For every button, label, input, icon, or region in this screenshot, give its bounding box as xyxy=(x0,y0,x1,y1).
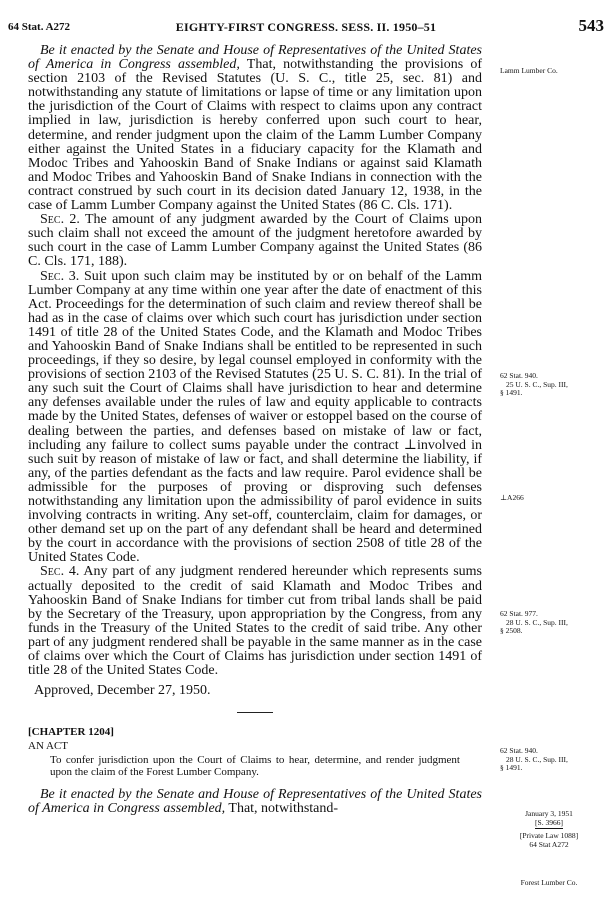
stat-reference: 64 Stat A272 xyxy=(529,839,569,849)
page-break-marker: ⊥ xyxy=(403,437,417,453)
approval-date: Approved, December 27, 1950. xyxy=(34,683,211,699)
enacting-clause xyxy=(28,44,482,213)
citation-1-line-3: § 1491. xyxy=(500,388,523,397)
bill-date: January 3, 1951 xyxy=(525,809,573,818)
citation-3-line-3: § 1491. xyxy=(500,763,523,772)
enacting-clause-2 xyxy=(28,788,482,816)
margin-note-citation-3 xyxy=(500,747,604,773)
citation-2-line-3: § 2508. xyxy=(500,626,523,635)
citation-1-line-1: 62 Stat. 940. xyxy=(500,371,538,380)
section-3-text-a: Suit upon such claim may be instituted by or on behalf of the Lamm Lumber Company at any time within one year after the date of enactment of this Act. Proceedings for the determination of such claim and review thereof shall be had as in the case of claims over which such court has jurisdiction under section 1491 of title 28 of the United States Code, and the Klamath and Modoc Tribes and Yahooskin Band of Snake Indians shall be entitled to be represented in such proceedings, if they so desire, by legal counsel employed in conformity with the provisions of section 2103 of the Revised Statutes (25 U. S. C. 81). In the trial of any such suit the Court of Claims shall have jurisdiction to hear and determine any defenses available under the rules of law and equity applicable to contracts made by the United States, defenses of waiver or estoppel based on the course of dealing between the parties, and defenses based on mistake of law or fact, including any failure to collect sums payable under the contract xyxy=(28,268,482,453)
act-purpose: To confer jurisdiction upon the Court of Claims to hear, determine, and render judgment upon the claim of the Forest Lumber Company. xyxy=(50,753,460,778)
margin-note-a266: ⊥A266 xyxy=(500,493,524,502)
citation-1-line-2: 25 U. S. C., Sup. III, xyxy=(506,379,568,389)
enacting-clause-2-intro: Be it enacted by the Senate and House of Representatives of the United States of America in Congress assembled, xyxy=(28,786,482,816)
section-4-text: Any part of any judgment rendered hereunder which represents sums actually deposited to the credit of said Klamath and Modoc Tribes and Yahooskin Band of Snake Indians for timber cut from tribal lands shall be paid by the Secretary of the Treasury, upon appropriation by the Congress, from any funds in the Treasury of the United States to the credit of said tribe. Any other part of any judgment rendered shall be payable in the same manner as in the case of claims over which the Court of Claims has jurisdiction under section 1491 of title 28 of the United States Code. xyxy=(28,564,482,679)
margin-note-citation-1 xyxy=(500,372,604,398)
chapter-heading: [CHAPTER 1204] xyxy=(28,726,114,739)
section-3 xyxy=(28,270,482,566)
citation-3-line-2: 28 U. S. C., Sup. III, xyxy=(506,754,568,764)
margin-note-bill-info xyxy=(490,810,608,849)
section-divider xyxy=(237,712,273,713)
main-text-column xyxy=(28,44,482,816)
citation-3-line-1: 62 Stat. 940. xyxy=(500,746,538,755)
statute-citation: 64 Stat. A272 xyxy=(8,21,71,33)
section-3-text-b: involved in such suit by reason of mistake of law or fact, and shall determine the liability, if any, of the parties defendant as the facts and law require. Parol evidence shall be admissible for the purposes of proving or disproving such defenses notwithstanding any limitation upon the admissibility of parol evidence in suits involving contracts in writing. Any set-off, counterclaim, claim for damages, or other demand set up on the part of any defendant shall be heard and determined by the court in accordance with the provisions of section 2508 of title 28 of the United States Code. xyxy=(28,437,482,566)
section-2-label: Sec. 2. xyxy=(40,212,80,228)
enacting-clause-intro: Be it enacted by the Senate and House of Representatives of the United States of America in Congress assembled, xyxy=(28,43,482,73)
citation-2-line-2: 28 U. S. C., Sup. III, xyxy=(506,617,568,627)
enacting-clause-text: That, notwithstanding the provisions of section 2103 of the Revised Statutes (U. S. C., title 25, sec. 81) and notwithstanding any statute of limitations or lapse of time or any limitation upon the jurisdiction of the Court of Claims with respect to claims upon any contract implied in law, jurisdiction is hereby conferred upon such court to hear, determine, and render judgment upon the claim of the Lamm Lumber Company either against the United States in a fiduciary capacity for the Klamath and Modoc Tribes and Yahooskin Band of Snake Indians or against said Klamath and Modoc Tribes and Yahooskin Band of Snake Indians in connection with the contract construed by such court in its decision dated January 12, 1938, in the case of Lamm Lumber Company against the United States (86 C. Cls. 171). xyxy=(28,57,482,214)
section-4 xyxy=(28,565,482,678)
section-2 xyxy=(28,213,482,269)
margin-note-forest: Forest Lumber Co. xyxy=(520,878,578,887)
bill-number: [S. 3966] xyxy=(535,819,563,830)
enacting-clause-2-text: That, notwithstand- xyxy=(225,800,339,816)
citation-2-line-1: 62 Stat. 977. xyxy=(500,609,538,618)
act-title: AN ACT xyxy=(28,740,69,753)
congress-session-title: EIGHTY-FIRST CONGRESS. SESS. II. 1950–51 xyxy=(175,20,437,34)
margin-note-lamm: Lamm Lumber Co. xyxy=(500,66,558,75)
page-number: 543 xyxy=(578,16,604,35)
section-3-label: Sec. 3. xyxy=(40,268,80,284)
running-header xyxy=(8,18,604,36)
section-2-text: The amount of any judgment awarded by the Court of Claims upon such claim shall not exceed the amount of the judgment heretofore awarded by such court in the case of Lamm Lumber Company against the United States (86 C. Cls. 171, 188). xyxy=(28,212,482,270)
margin-note-citation-2 xyxy=(500,610,604,636)
private-law-number: [Private Law 1088] xyxy=(519,831,579,840)
section-4-label: Sec. 4. xyxy=(40,564,80,580)
